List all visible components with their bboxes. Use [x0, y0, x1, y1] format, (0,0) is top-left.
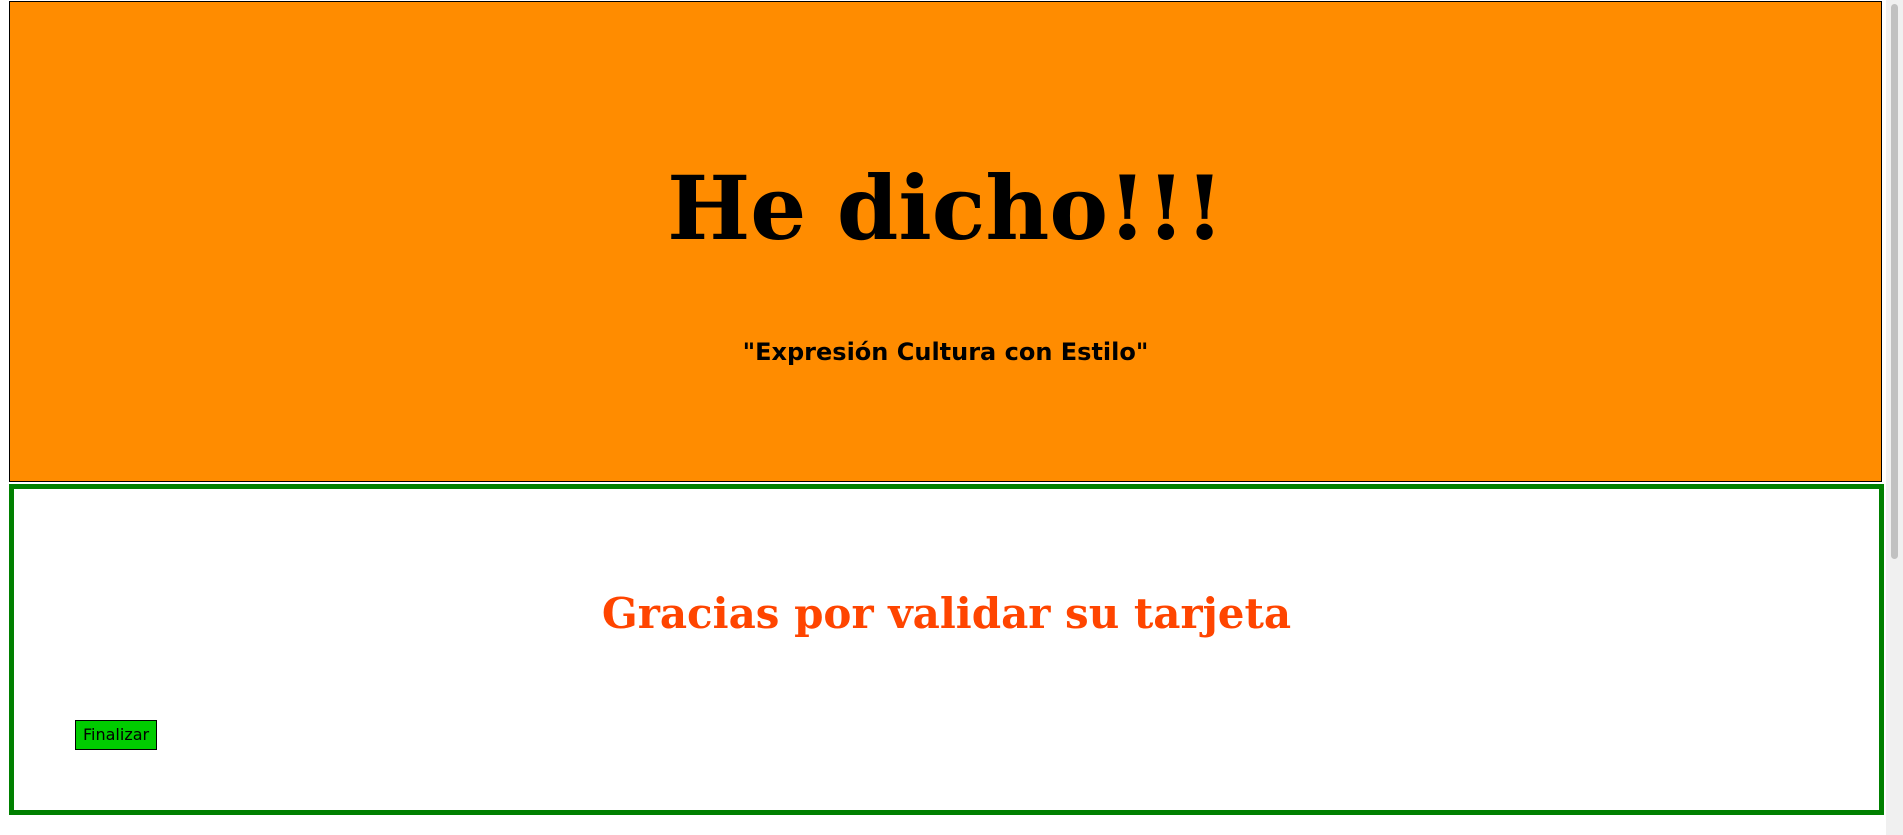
vertical-scrollbar[interactable] — [1886, 0, 1903, 835]
site-title: He dicho!!! — [667, 156, 1224, 260]
confirmation-message: Gracias por validar su tarjeta — [601, 589, 1292, 638]
site-header — [9, 1, 1882, 482]
confirmation-panel — [9, 484, 1884, 815]
site-tagline: "Expresión Cultura con Estilo" — [742, 338, 1149, 366]
scrollbar-thumb[interactable] — [1891, 4, 1898, 559]
finish-button[interactable]: Finalizar — [75, 720, 157, 750]
